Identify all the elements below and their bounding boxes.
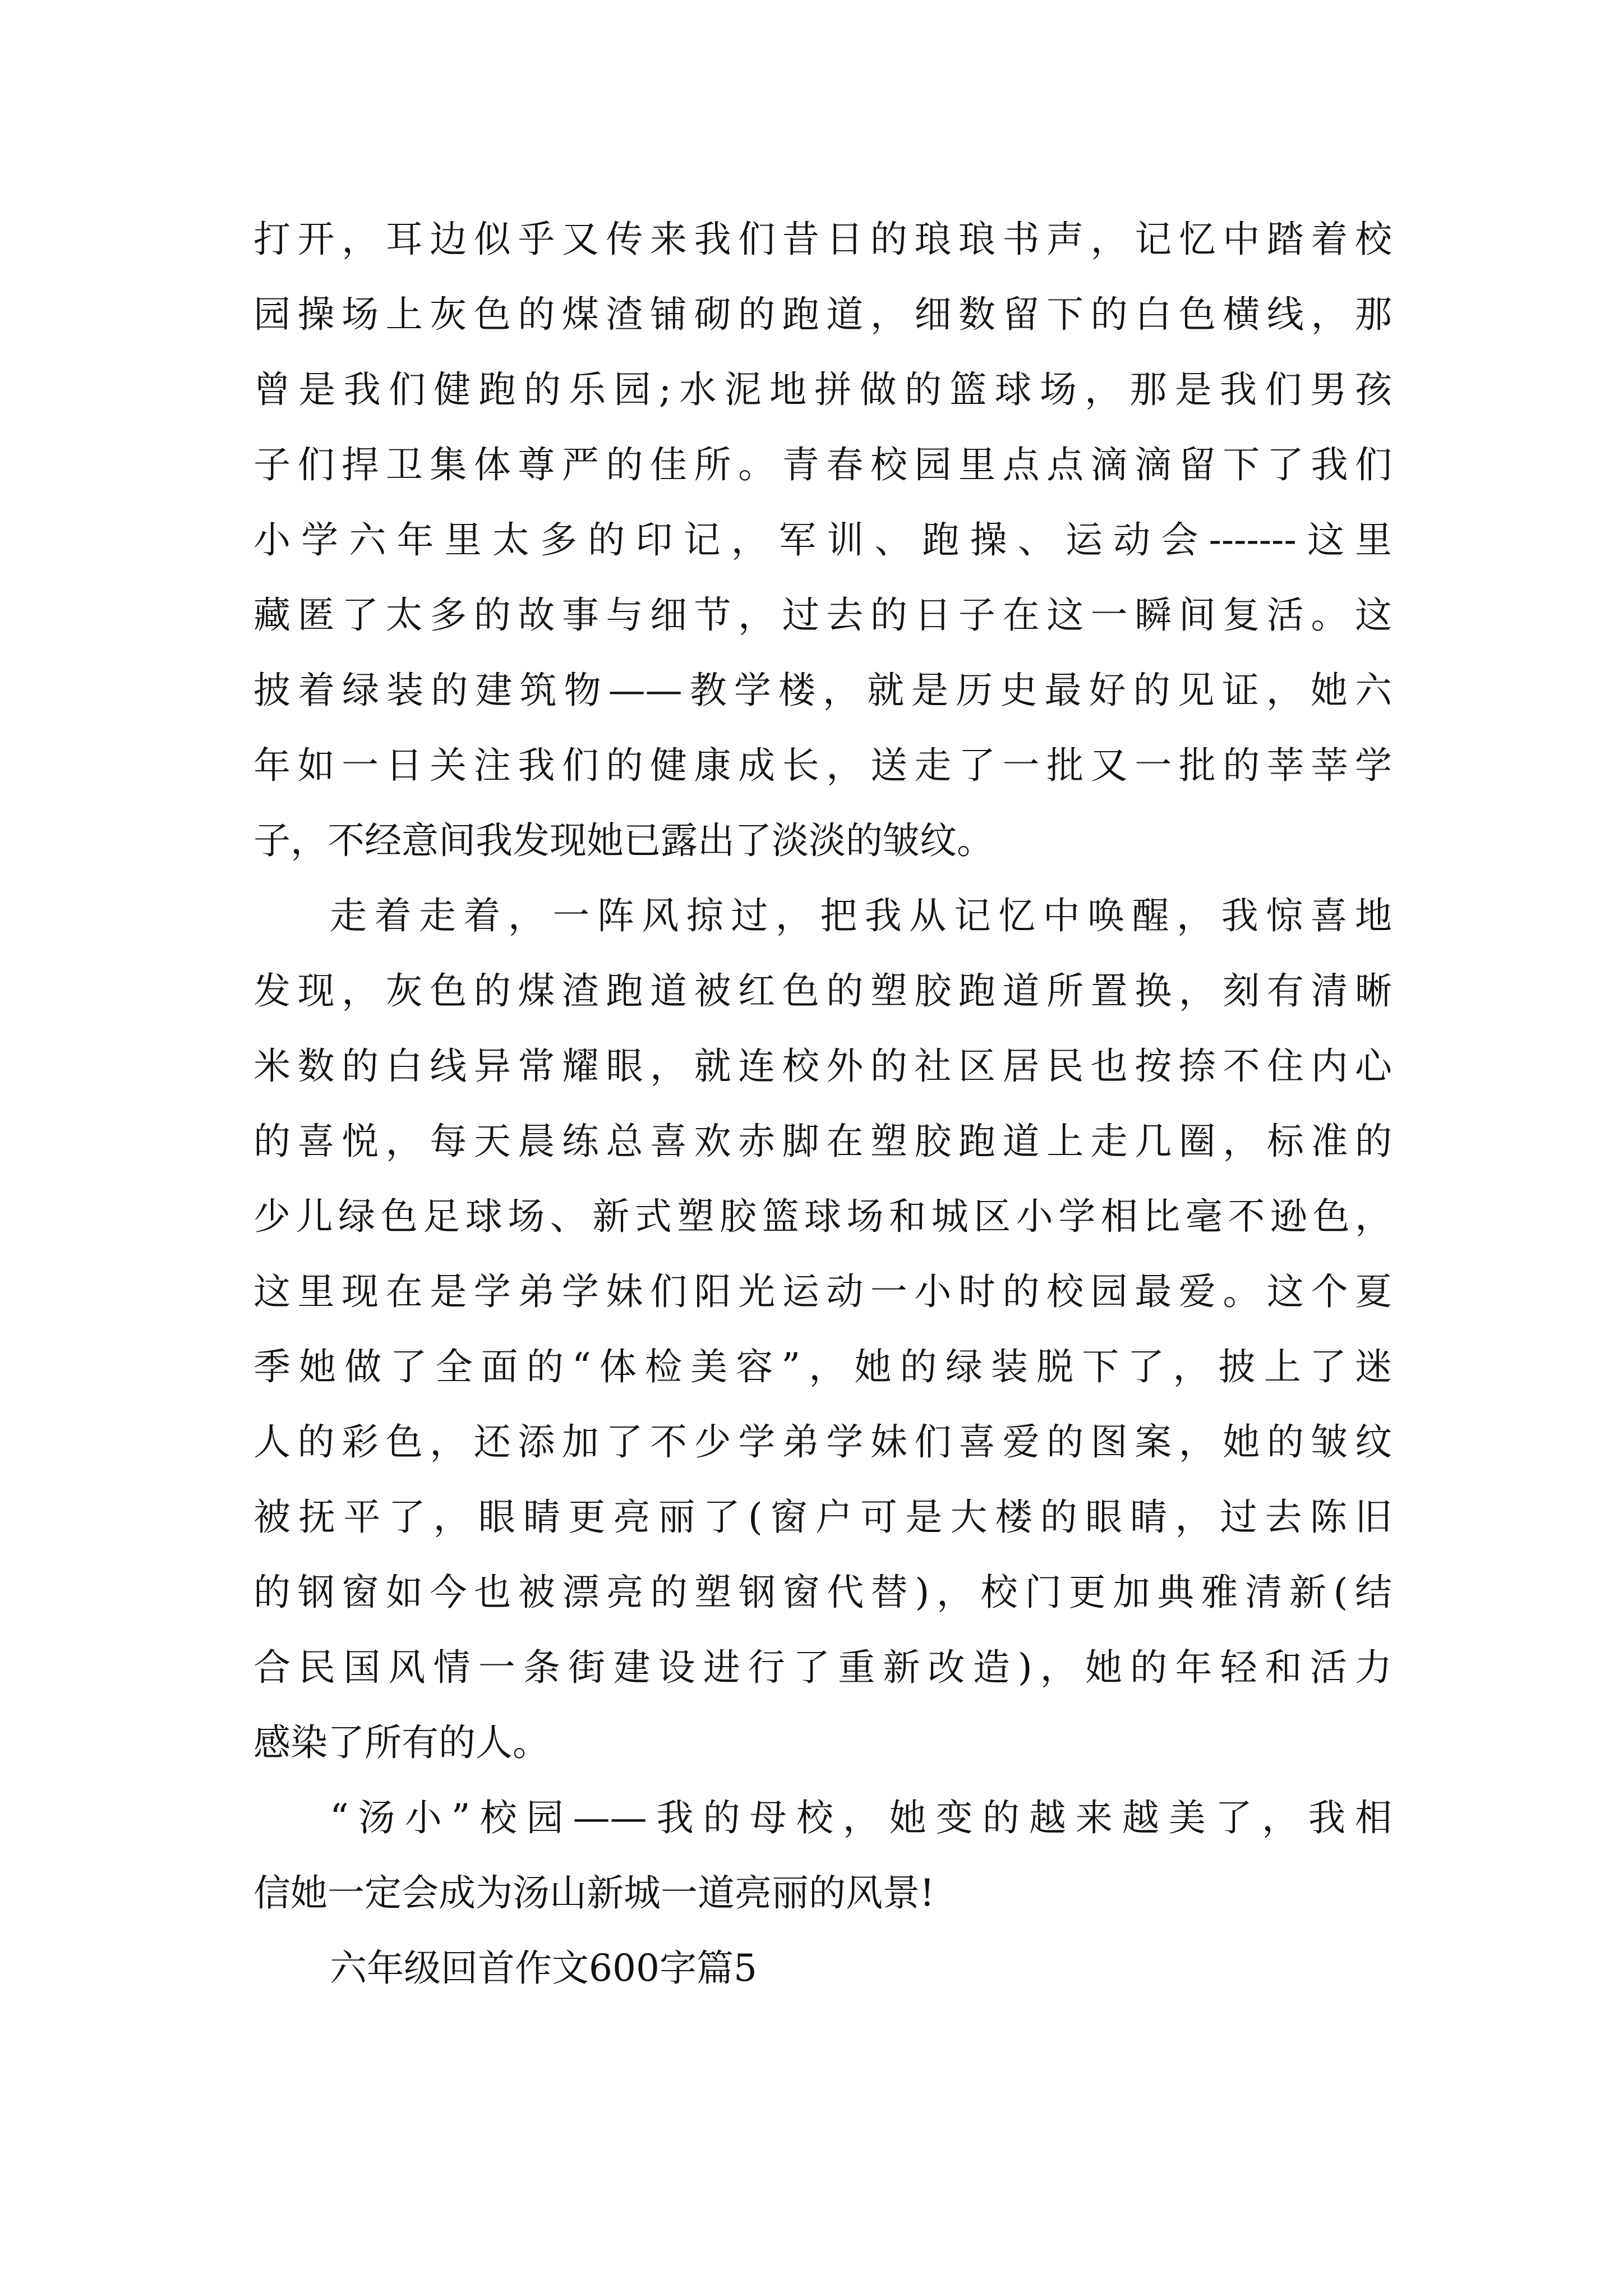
- text-line: 子们捍卫集体尊严的佳所。青春校园里点点滴滴留下了我们: [253, 443, 1392, 486]
- paragraph-start-line: “汤小”校园——我的母校，她变的越来越美了，我相: [330, 1796, 1392, 1839]
- text-line: 的钢窗如今也被漂亮的塑钢窗代替)，校门更加典雅清新(结: [253, 1571, 1392, 1614]
- text-line: 小学六年里太多的印记，军训、跑操、运动会-------这里: [253, 518, 1392, 562]
- section-heading: 六年级回首作文600字篇5: [330, 1947, 757, 1990]
- text-line: 子，不经意间我发现她已露出了淡淡的皱纹。: [253, 819, 994, 862]
- text-line: 曾是我们健跑的乐园;水泥地拼做的篮球场，那是我们男孩: [253, 368, 1392, 411]
- text-line: 少儿绿色足球场、新式塑胶篮球场和城区小学相比毫不逊色，: [253, 1195, 1392, 1238]
- text-line: 感染了所有的人。: [253, 1721, 550, 1764]
- text-line: 信她一定会成为汤山新城一道亮丽的风景!: [253, 1871, 935, 1915]
- text-line: 这里现在是学弟学妹们阳光运动一小时的校园最爱。这个夏: [253, 1270, 1392, 1313]
- text-line: 园操场上灰色的煤渣铺砌的跑道，细数留下的白色横线，那: [253, 293, 1392, 336]
- text-line: 发现，灰色的煤渣跑道被红色的塑胶跑道所置换，刻有清晰: [253, 969, 1392, 1013]
- text-line: 年如一日关注我们的健康成长，送走了一批又一批的莘莘学: [253, 744, 1392, 787]
- text-line: 人的彩色，还添加了不少学弟学妹们喜爱的图案，她的皱纹: [253, 1420, 1392, 1464]
- text-line: 披着绿装的建筑物——教学楼，就是历史最好的见证，她六: [253, 669, 1392, 712]
- text-line: 合民国风情一条街建设进行了重新改造)，她的年轻和活力: [253, 1646, 1392, 1689]
- paragraph-start-line: 走着走着，一阵风掠过，把我从记忆中唤醒，我惊喜地: [330, 894, 1392, 937]
- text-line: 米数的白线异常耀眼，就连校外的社区居民也按捺不住内心: [253, 1045, 1392, 1088]
- document-body: [253, 202, 1392, 2006]
- text-line: 的喜悦，每天晨练总喜欢赤脚在塑胶跑道上走几圈，标准的: [253, 1120, 1392, 1163]
- text-line: 被抚平了，眼睛更亮丽了(窗户可是大楼的眼睛，过去陈旧: [253, 1496, 1392, 1539]
- text-line: 藏匿了太多的故事与细节，过去的日子在这一瞬间复活。这: [253, 593, 1392, 637]
- text-line: 季她做了全面的“体检美容”，她的绿装脱下了，披上了迷: [253, 1345, 1392, 1388]
- text-line: 打开，耳边似乎又传来我们昔日的琅琅书声，记忆中踏着校: [253, 218, 1392, 261]
